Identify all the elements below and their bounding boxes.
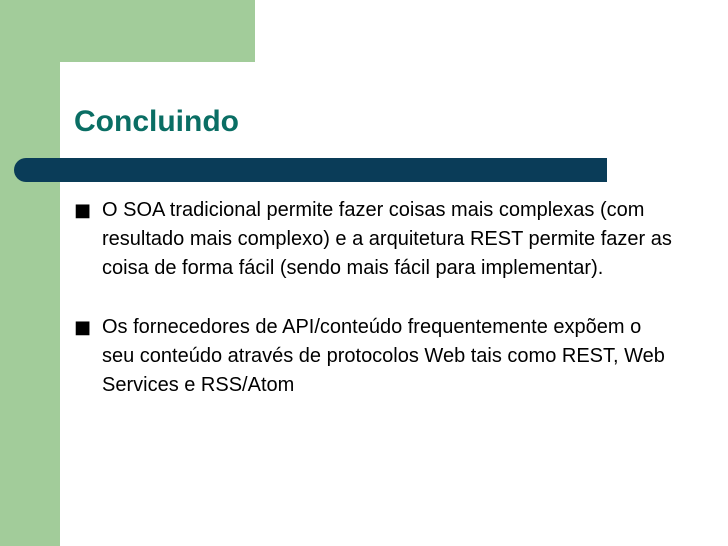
square-bullet-icon: ■ xyxy=(74,317,92,338)
bullet-text-1: O SOA tradicional permite fazer coisas mais complexas (com resultado mais complexo) e a arquitetura REST permite fazer as coisa de forma fácil (sendo mais fácil para implementar). xyxy=(102,199,672,279)
slide-title: Concluindo xyxy=(74,105,239,138)
bullet-list xyxy=(74,196,674,430)
bullet-text-2: Os fornecedores de API/conteúdo frequentemente expõem o seu conteúdo através de protocolos Web tais como REST, Web Services e RSS/Atom xyxy=(102,316,665,396)
decorative-green-top-block xyxy=(0,0,255,62)
bullet-item-2 xyxy=(74,313,674,400)
square-bullet-icon: ■ xyxy=(74,200,92,221)
title-underline-bar xyxy=(14,158,607,182)
bullet-item-1 xyxy=(74,196,674,283)
decorative-green-sidebar xyxy=(0,0,60,546)
